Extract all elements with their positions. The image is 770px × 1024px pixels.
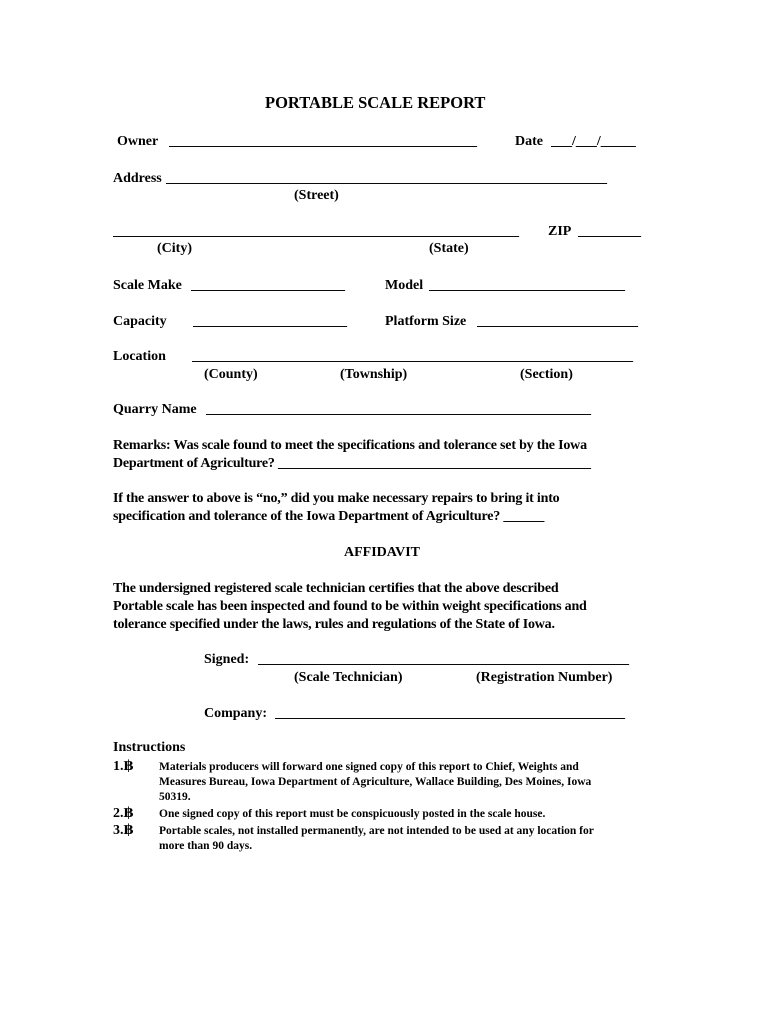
quarry-name-field[interactable]: _______________________________________________________ bbox=[206, 402, 591, 417]
instruction-text: more than 90 days. bbox=[159, 840, 253, 852]
platform-size-field[interactable]: _______________________ bbox=[477, 314, 638, 329]
capacity-field[interactable]: ______________________ bbox=[193, 314, 347, 329]
model-label: Model bbox=[385, 278, 424, 293]
address-label: Address bbox=[113, 171, 162, 186]
company-label: Company: bbox=[204, 706, 268, 721]
quarry-name-label: Quarry Name bbox=[113, 402, 197, 417]
remarks-line-2[interactable]: Department of Agriculture? ______________________________________________ bbox=[113, 456, 591, 471]
signed-label: Signed: bbox=[204, 652, 250, 667]
state-caption: (State) bbox=[429, 241, 469, 256]
company-field[interactable]: __________________________________________________ bbox=[275, 706, 625, 721]
affidavit-heading: AFFIDAVIT bbox=[344, 545, 420, 560]
zip-label: ZIP bbox=[548, 224, 572, 239]
model-field[interactable]: ____________________________ bbox=[429, 278, 625, 293]
city-caption: (City) bbox=[157, 241, 192, 256]
repairs-line-1: If the answer to above is “no,” did you make necessary repairs to bring it into bbox=[113, 491, 560, 506]
instruction-text: Portable scales, not installed permanently, are not intended to be used at any location for bbox=[159, 825, 594, 837]
street-caption: (Street) bbox=[294, 188, 339, 203]
instruction-number: 3.฿ bbox=[113, 823, 134, 838]
affidavit-line-2: Portable scale has been inspected and found to be within weight specifications and bbox=[113, 599, 587, 614]
instructions-heading: Instructions bbox=[113, 740, 186, 755]
scale-make-field[interactable]: ______________________ bbox=[191, 278, 345, 293]
affidavit-line-3: tolerance specified under the laws, rules and regulations of the State of Iowa. bbox=[113, 617, 555, 632]
instruction-text: Measures Bureau, Iowa Department of Agriculture, Wallace Building, Des Moines, Iowa bbox=[159, 776, 592, 788]
instruction-text: One signed copy of this report must be conspicuously posted in the scale house. bbox=[159, 808, 546, 820]
instruction-text: 50319. bbox=[159, 791, 191, 803]
repairs-line-2[interactable]: specification and tolerance of the Iowa Department of Agriculture? ______ bbox=[113, 509, 545, 524]
remarks-line-1: Remarks: Was scale found to meet the specifications and tolerance set by the Iowa bbox=[113, 438, 587, 453]
section-caption: (Section) bbox=[520, 367, 573, 382]
city-state-field[interactable]: __________________________________________________________ bbox=[113, 224, 519, 239]
affidavit-line-1: The undersigned registered scale technician certifies that the above described bbox=[113, 581, 559, 596]
owner-label: Owner bbox=[117, 134, 159, 149]
instruction-text: Materials producers will forward one signed copy of this report to Chief, Weights and bbox=[159, 761, 579, 773]
instruction-number: 1.฿ bbox=[113, 759, 134, 774]
county-caption: (County) bbox=[204, 367, 258, 382]
platform-size-label: Platform Size bbox=[385, 314, 467, 329]
date-label: Date bbox=[515, 134, 543, 149]
signature-field[interactable]: _____________________________________________________ bbox=[258, 652, 629, 667]
capacity-label: Capacity bbox=[113, 314, 167, 329]
location-label: Location bbox=[113, 349, 166, 364]
owner-field[interactable]: ____________________________________________ bbox=[169, 134, 477, 149]
scale-technician-caption: (Scale Technician) bbox=[294, 670, 403, 685]
scale-make-label: Scale Make bbox=[113, 278, 182, 293]
location-field[interactable]: _______________________________________________________________ bbox=[192, 349, 633, 364]
township-caption: (Township) bbox=[340, 367, 408, 382]
instruction-number: 2.฿ bbox=[113, 806, 134, 821]
address-field[interactable]: _______________________________________________________________ bbox=[166, 171, 607, 186]
zip-field[interactable]: _________ bbox=[578, 224, 641, 239]
date-field[interactable]: ___/___/_____ bbox=[551, 134, 636, 149]
registration-number-caption: (Registration Number) bbox=[476, 670, 613, 685]
page-title: PORTABLE SCALE REPORT bbox=[265, 93, 486, 112]
